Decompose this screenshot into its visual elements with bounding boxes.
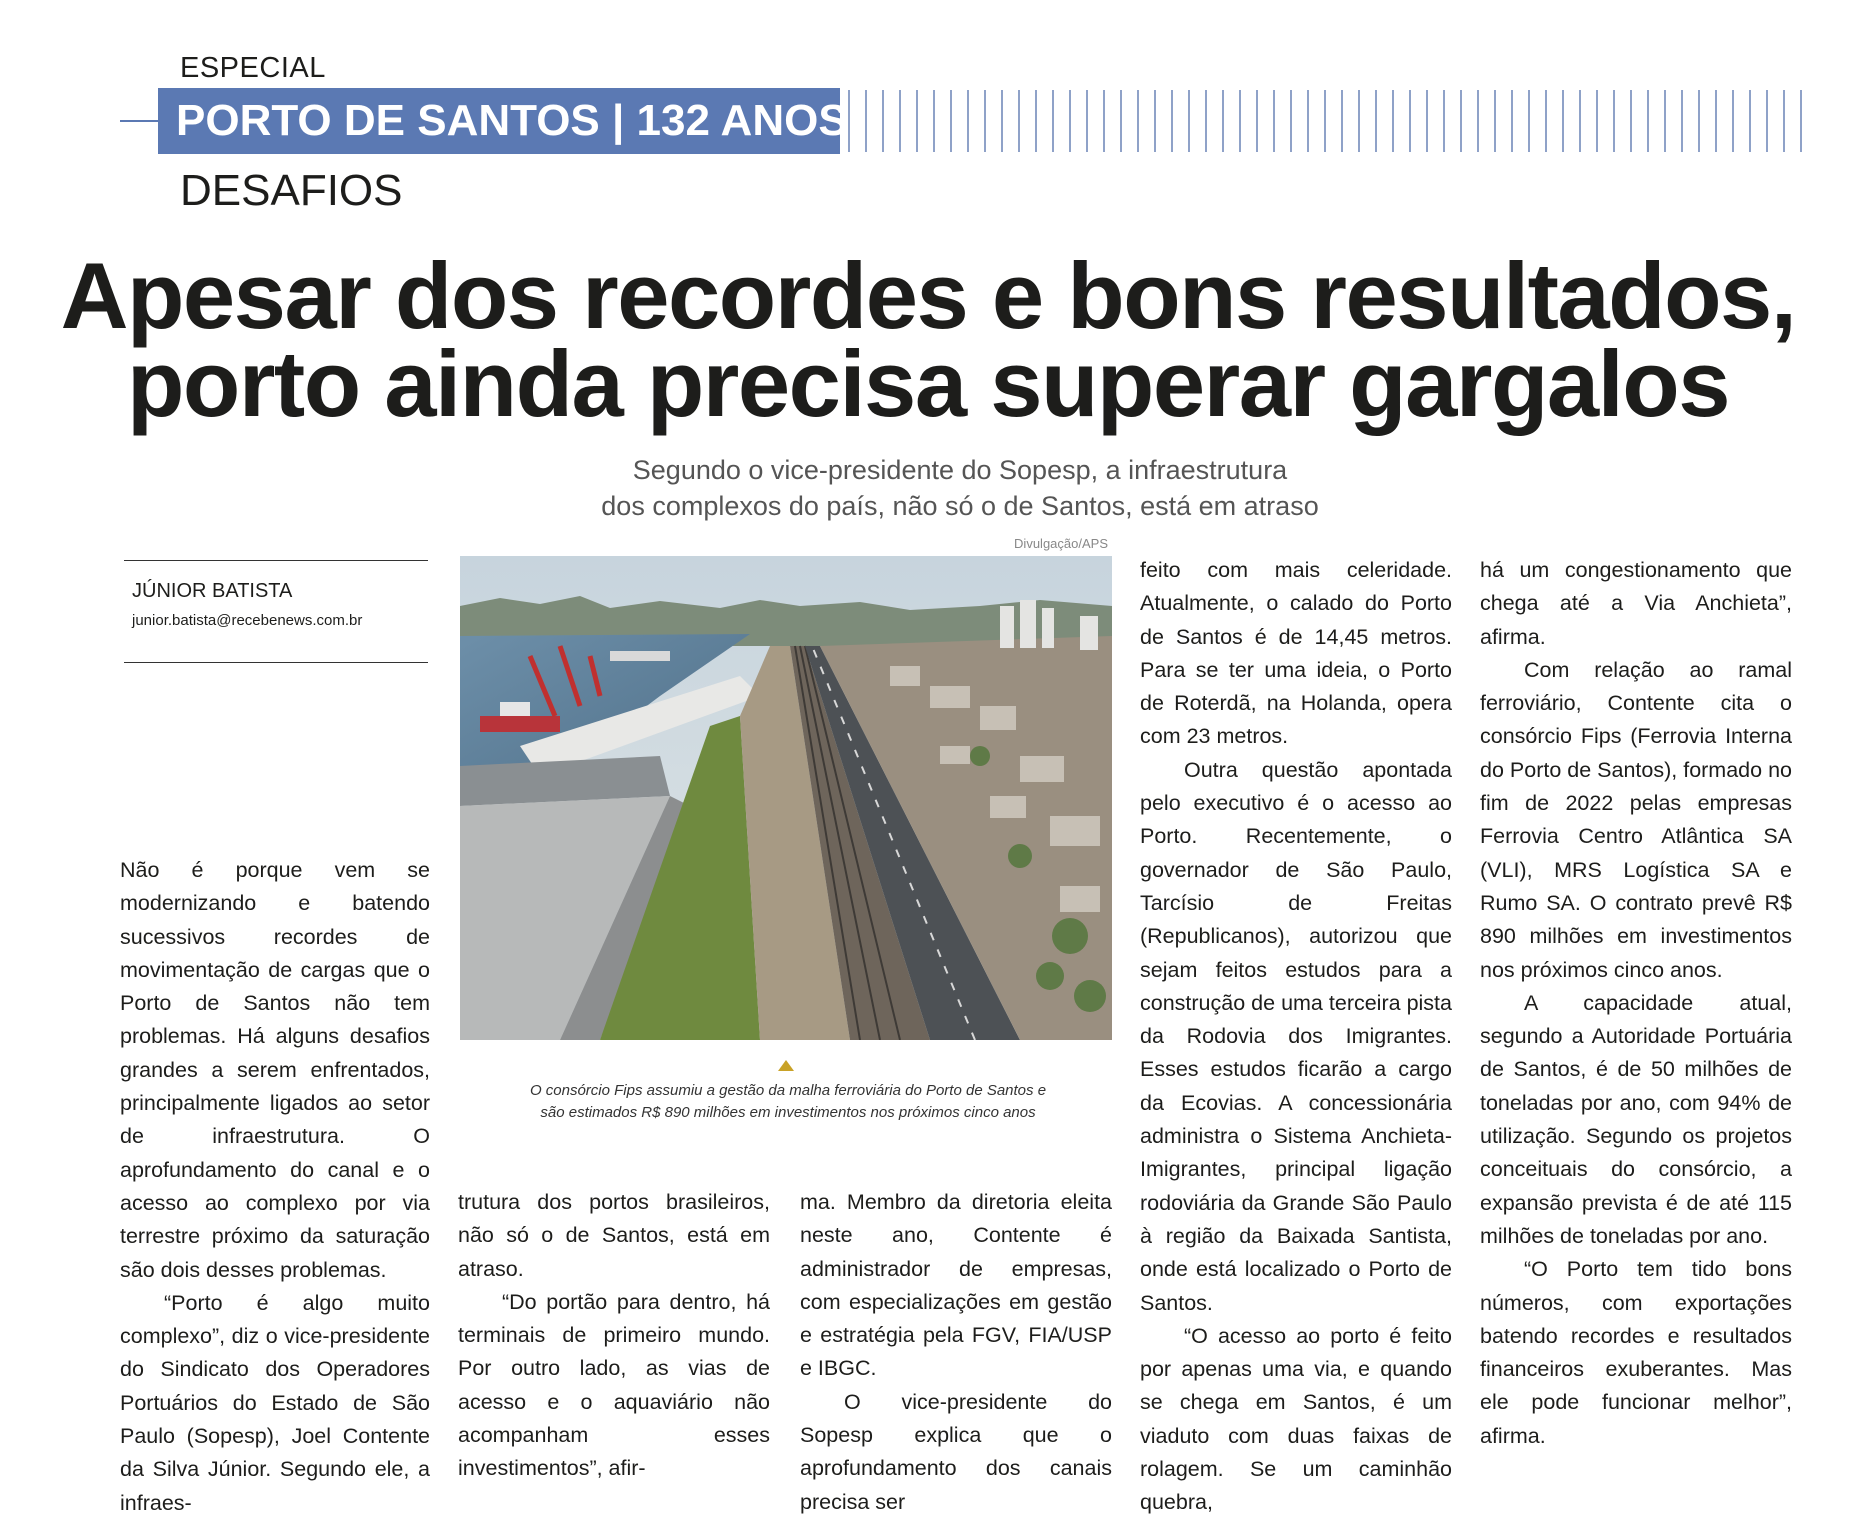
paragraph: “Do portão para dentro, há terminais de primeiro mundo. Por outro lado, as vias de acesso e o aquaviário não acompanham esses investimentos”, afir- bbox=[458, 1289, 770, 1481]
paragraph: feito com mais celeridade. Atualmente, o calado do Porto de Santos é de 14,45 metros. Para se ter uma ideia, o Porto de Roterdã, na Holanda, opera com 23 metros. bbox=[1140, 558, 1452, 749]
paragraph: “Porto é algo muito complexo”, diz o vice-presidente do Sindicato dos Operadores Portuários do Estado de São Paulo (Sopesp), Joel Contente da Silva Júnior. Segundo ele, a infraes- bbox=[120, 1290, 430, 1515]
author-name: JÚNIOR BATISTA bbox=[132, 580, 293, 602]
byline-bottom-rule bbox=[124, 662, 428, 663]
headline-line-2: porto ainda precisa superar gargalos bbox=[127, 331, 1729, 436]
paragraph: Não é porque vem se modernizando e batendo sucessivos recordes de movimentação de cargas que o Porto de Santos não tem problemas. Há alguns desafios grandes a serem enfrentados, principalmente ligados ao setor de infraestrutura. O aprofundamento do canal e o acesso ao complexo por via terrestre próximo da saturação são dois desses problemas. bbox=[120, 858, 430, 1282]
paragraph: há um congestionamento que chega até a Via Anchieta”, afirma. bbox=[1480, 558, 1792, 649]
paragraph: “O Porto tem tido bons números, com exportações batendo recordes e resultados financeiros exuberantes. Mas ele pode funcionar melhor”, afirma. bbox=[1480, 1257, 1792, 1448]
section-title: DESAFIOS bbox=[180, 166, 403, 215]
body-column-3 bbox=[800, 1186, 1112, 1519]
section-kicker: ESPECIAL bbox=[180, 52, 326, 84]
subheadline bbox=[380, 452, 1540, 524]
port-aerial-photo bbox=[460, 556, 1112, 1040]
paragraph: O vice-presidente do Sopesp explica que o aprofundamento dos canais precisa ser bbox=[800, 1389, 1112, 1514]
paragraph: ma. Membro da diretoria eleita neste ano, Contente é administrador de empresas, com especializações em gestão e estratégia pela FGV, FIA/USP e IBGC. bbox=[800, 1190, 1112, 1381]
paragraph: trutura dos portos brasileiros, não só o de Santos, está em atraso. bbox=[458, 1190, 770, 1281]
body-column-2 bbox=[458, 1186, 770, 1486]
author-email: junior.batista@recebenews.com.br bbox=[132, 612, 363, 629]
body-column-5 bbox=[1480, 554, 1792, 1453]
photo-caption bbox=[470, 1080, 1106, 1124]
caption-marker-icon bbox=[778, 1060, 794, 1071]
photo-caption-line-1: O consórcio Fips assumiu a gestão da malha ferroviária do Porto de Santos e bbox=[529, 1082, 1047, 1099]
subheadline-line-1: Segundo o vice-presidente do Sopesp, a infraestrutura bbox=[632, 455, 1288, 485]
paragraph: Com relação ao ramal ferroviário, Contente cita o consórcio Fips (Ferrovia Interna do Porto de Santos), formado no fim de 2022 pelas empresas Ferrovia Centro Atlântica SA (VLI), MRS Logística SA e Rumo SA. O contrato prevê R$ 890 milhões em investimentos nos próximos cinco anos. bbox=[1480, 657, 1792, 982]
body-column-1 bbox=[120, 854, 430, 1520]
header-accent-line bbox=[120, 120, 160, 122]
paragraph: Outra questão apontada pelo executivo é o acesso ao Porto. Recentemente, o governador de São Paulo, Tarcísio de Freitas (Republicanos), autorizou que sejam feitos estudos para a construção de uma terceira pista da Rodovia dos Imigrantes. Esses estudos ficarão a cargo da Ecovias. A concessionária administra o Sistema Anchieta-Imigrantes, principal ligação rodoviária da Grande São Paulo à região da Baixada Santista, onde está localizado o Porto de Santos. bbox=[1140, 757, 1452, 1315]
paragraph: A capacidade atual, segundo a Autoridade Portuária de Santos, é de 50 milhões de toneladas por ano, com 94% de utilização. Segundo os projetos conceituais do consórcio, a expansão prevista é de até 115 milhões de toneladas por ano. bbox=[1480, 990, 1792, 1248]
decorative-stripes bbox=[848, 90, 1816, 152]
photo-credit: Divulgação/APS bbox=[1014, 536, 1108, 551]
special-banner: PORTO DE SANTOS | 132 ANOS bbox=[158, 88, 840, 154]
headline bbox=[60, 243, 1796, 436]
photo-caption-line-2: são estimados R$ 890 milhões em investimentos nos próximos cinco anos bbox=[540, 1104, 1036, 1121]
headline-line-1: Apesar dos recordes e bons resultados, bbox=[60, 243, 1796, 348]
subheadline-line-2: dos complexos do país, não só o de Santos, está em atraso bbox=[601, 491, 1319, 521]
byline-top-rule bbox=[124, 560, 428, 561]
body-column-4 bbox=[1140, 554, 1452, 1520]
paragraph: “O acesso ao porto é feito por apenas uma via, e quando se chega em Santos, é um viaduto com duas faixas de rolagem. Se um caminhão quebra, bbox=[1140, 1323, 1452, 1515]
